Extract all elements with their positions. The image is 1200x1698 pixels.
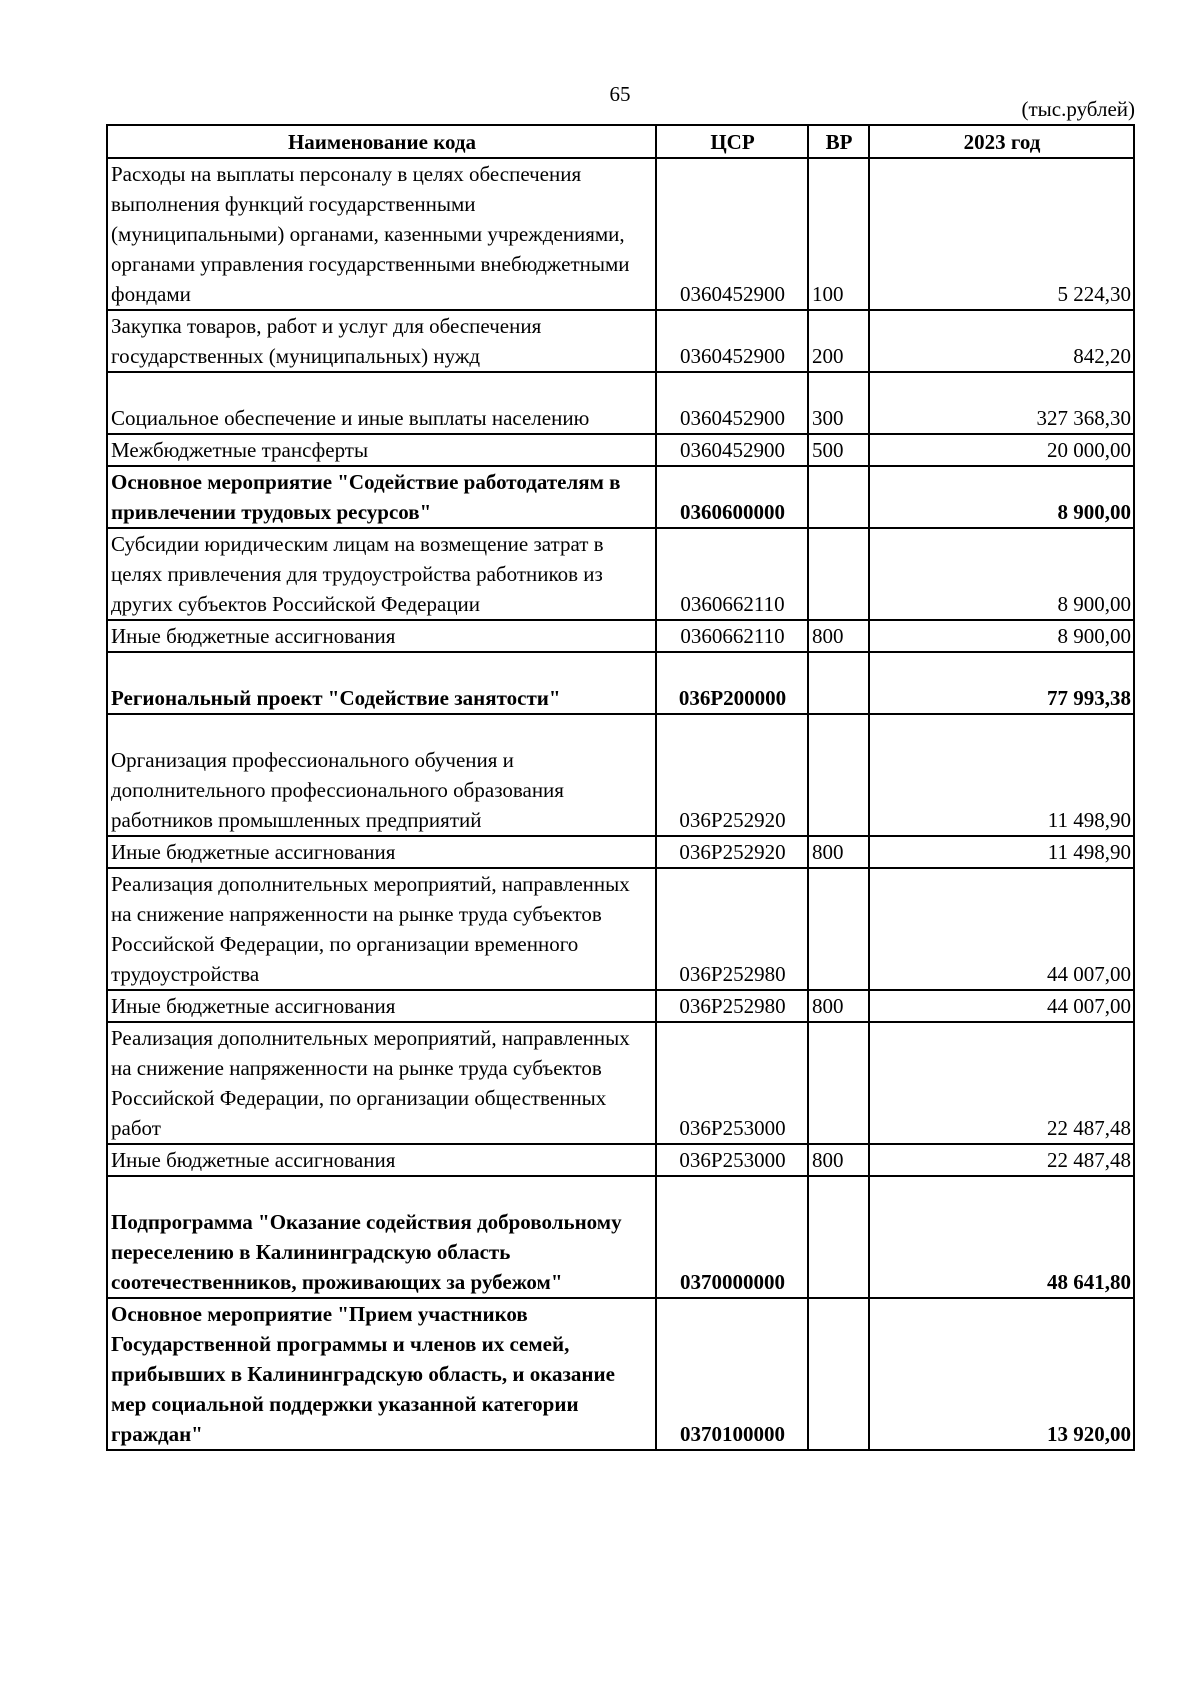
row-vr: 800 bbox=[808, 620, 869, 652]
table-row bbox=[107, 1144, 1134, 1176]
row-csr: 0360452900 bbox=[656, 158, 808, 310]
row-name: Подпрограмма "Оказание содействия добровольному переселению в Калининградскую область соотечественников, проживающих за рубежом" bbox=[107, 1176, 656, 1298]
row-amount: 13 920,00 bbox=[869, 1298, 1134, 1450]
row-amount: 44 007,00 bbox=[869, 990, 1134, 1022]
table-row bbox=[107, 714, 1134, 836]
table-row bbox=[107, 868, 1134, 990]
row-name: Расходы на выплаты персоналу в целях обеспечения выполнения функций государственными (муниципальными) органами, казенными учреждениями, органами управления государственными внебюджетными фондами bbox=[107, 158, 656, 310]
row-csr: 0360662110 bbox=[656, 528, 808, 620]
row-csr: 036Р252920 bbox=[656, 714, 808, 836]
table-row bbox=[107, 310, 1134, 372]
row-csr: 036Р253000 bbox=[656, 1022, 808, 1144]
table-row bbox=[107, 1022, 1134, 1144]
row-name: Организация профессионального обучения и дополнительного профессионального образования работников промышленных предприятий bbox=[107, 714, 656, 836]
row-vr bbox=[808, 714, 869, 836]
row-name: Реализация дополнительных мероприятий, направленных на снижение напряженности на рынке труда субъектов Российской Федерации, по организации общественных работ bbox=[107, 1022, 656, 1144]
row-name: Иные бюджетные ассигнования bbox=[107, 620, 656, 652]
budget-table bbox=[106, 124, 1135, 1451]
header-csr: ЦСР bbox=[656, 125, 808, 158]
row-amount: 8 900,00 bbox=[869, 620, 1134, 652]
page-number: 65 bbox=[609, 82, 631, 106]
row-csr: 0360600000 bbox=[656, 466, 808, 528]
row-amount: 22 487,48 bbox=[869, 1022, 1134, 1144]
row-amount: 8 900,00 bbox=[869, 466, 1134, 528]
table-row bbox=[107, 620, 1134, 652]
row-name: Иные бюджетные ассигнования bbox=[107, 836, 656, 868]
row-amount: 11 498,90 bbox=[869, 714, 1134, 836]
row-csr: 036Р252920 bbox=[656, 836, 808, 868]
row-amount: 48 641,80 bbox=[869, 1176, 1134, 1298]
row-vr: 500 bbox=[808, 434, 869, 466]
row-amount: 842,20 bbox=[869, 310, 1134, 372]
row-amount: 20 000,00 bbox=[869, 434, 1134, 466]
row-vr: 200 bbox=[808, 310, 869, 372]
table-row bbox=[107, 990, 1134, 1022]
row-name: Субсидии юридическим лицам на возмещение затрат в целях привлечения для трудоустройства работников из других субъектов Российской Федерации bbox=[107, 528, 656, 620]
row-vr bbox=[808, 1176, 869, 1298]
row-name: Межбюджетные трансферты bbox=[107, 434, 656, 466]
row-amount: 77 993,38 bbox=[869, 652, 1134, 714]
row-amount: 22 487,48 bbox=[869, 1144, 1134, 1176]
row-vr bbox=[808, 466, 869, 528]
row-vr bbox=[808, 1298, 869, 1450]
row-name: Региональный проект "Содействие занятости" bbox=[107, 652, 656, 714]
row-csr: 036Р252980 bbox=[656, 990, 808, 1022]
row-csr: 036Р200000 bbox=[656, 652, 808, 714]
table-row bbox=[107, 372, 1134, 434]
row-csr: 036Р252980 bbox=[656, 868, 808, 990]
header-row bbox=[107, 125, 1134, 158]
table-row bbox=[107, 652, 1134, 714]
row-csr: 0370000000 bbox=[656, 1176, 808, 1298]
row-csr: 0360452900 bbox=[656, 434, 808, 466]
row-vr bbox=[808, 868, 869, 990]
header-name: Наименование кода bbox=[107, 125, 656, 158]
row-amount: 327 368,30 bbox=[869, 372, 1134, 434]
row-csr: 036Р253000 bbox=[656, 1144, 808, 1176]
table-row bbox=[107, 528, 1134, 620]
table-row bbox=[107, 836, 1134, 868]
row-amount: 5 224,30 bbox=[869, 158, 1134, 310]
row-vr: 300 bbox=[808, 372, 869, 434]
row-amount: 44 007,00 bbox=[869, 868, 1134, 990]
row-name: Основное мероприятие "Прием участников Государственной программы и членов их семей, прибывших в Калининградскую область, и оказание мер социальной поддержки указанной категории граждан" bbox=[107, 1298, 656, 1450]
units-label: (тыс.рублей) bbox=[1021, 97, 1135, 121]
row-name: Иные бюджетные ассигнования bbox=[107, 990, 656, 1022]
header-vr: ВР bbox=[808, 125, 869, 158]
row-name: Реализация дополнительных мероприятий, направленных на снижение напряженности на рынке труда субъектов Российской Федерации, по организации временного трудоустройства bbox=[107, 868, 656, 990]
row-vr: 800 bbox=[808, 990, 869, 1022]
table-row bbox=[107, 466, 1134, 528]
table-row bbox=[107, 158, 1134, 310]
row-vr bbox=[808, 528, 869, 620]
row-name: Социальное обеспечение и иные выплаты населению bbox=[107, 372, 656, 434]
table-row bbox=[107, 1176, 1134, 1298]
header-year: 2023 год bbox=[869, 125, 1134, 158]
row-vr: 800 bbox=[808, 1144, 869, 1176]
row-vr bbox=[808, 1022, 869, 1144]
row-vr: 100 bbox=[808, 158, 869, 310]
row-csr: 0360452900 bbox=[656, 310, 808, 372]
row-amount: 8 900,00 bbox=[869, 528, 1134, 620]
row-csr: 0370100000 bbox=[656, 1298, 808, 1450]
row-vr bbox=[808, 652, 869, 714]
table-row bbox=[107, 434, 1134, 466]
row-csr: 0360662110 bbox=[656, 620, 808, 652]
row-name: Основное мероприятие "Содействие работодателям в привлечении трудовых ресурсов" bbox=[107, 466, 656, 528]
table-row bbox=[107, 1298, 1134, 1450]
row-amount: 11 498,90 bbox=[869, 836, 1134, 868]
row-name: Закупка товаров, работ и услуг для обеспечения государственных (муниципальных) нужд bbox=[107, 310, 656, 372]
row-vr: 800 bbox=[808, 836, 869, 868]
row-csr: 0360452900 bbox=[656, 372, 808, 434]
row-name: Иные бюджетные ассигнования bbox=[107, 1144, 656, 1176]
